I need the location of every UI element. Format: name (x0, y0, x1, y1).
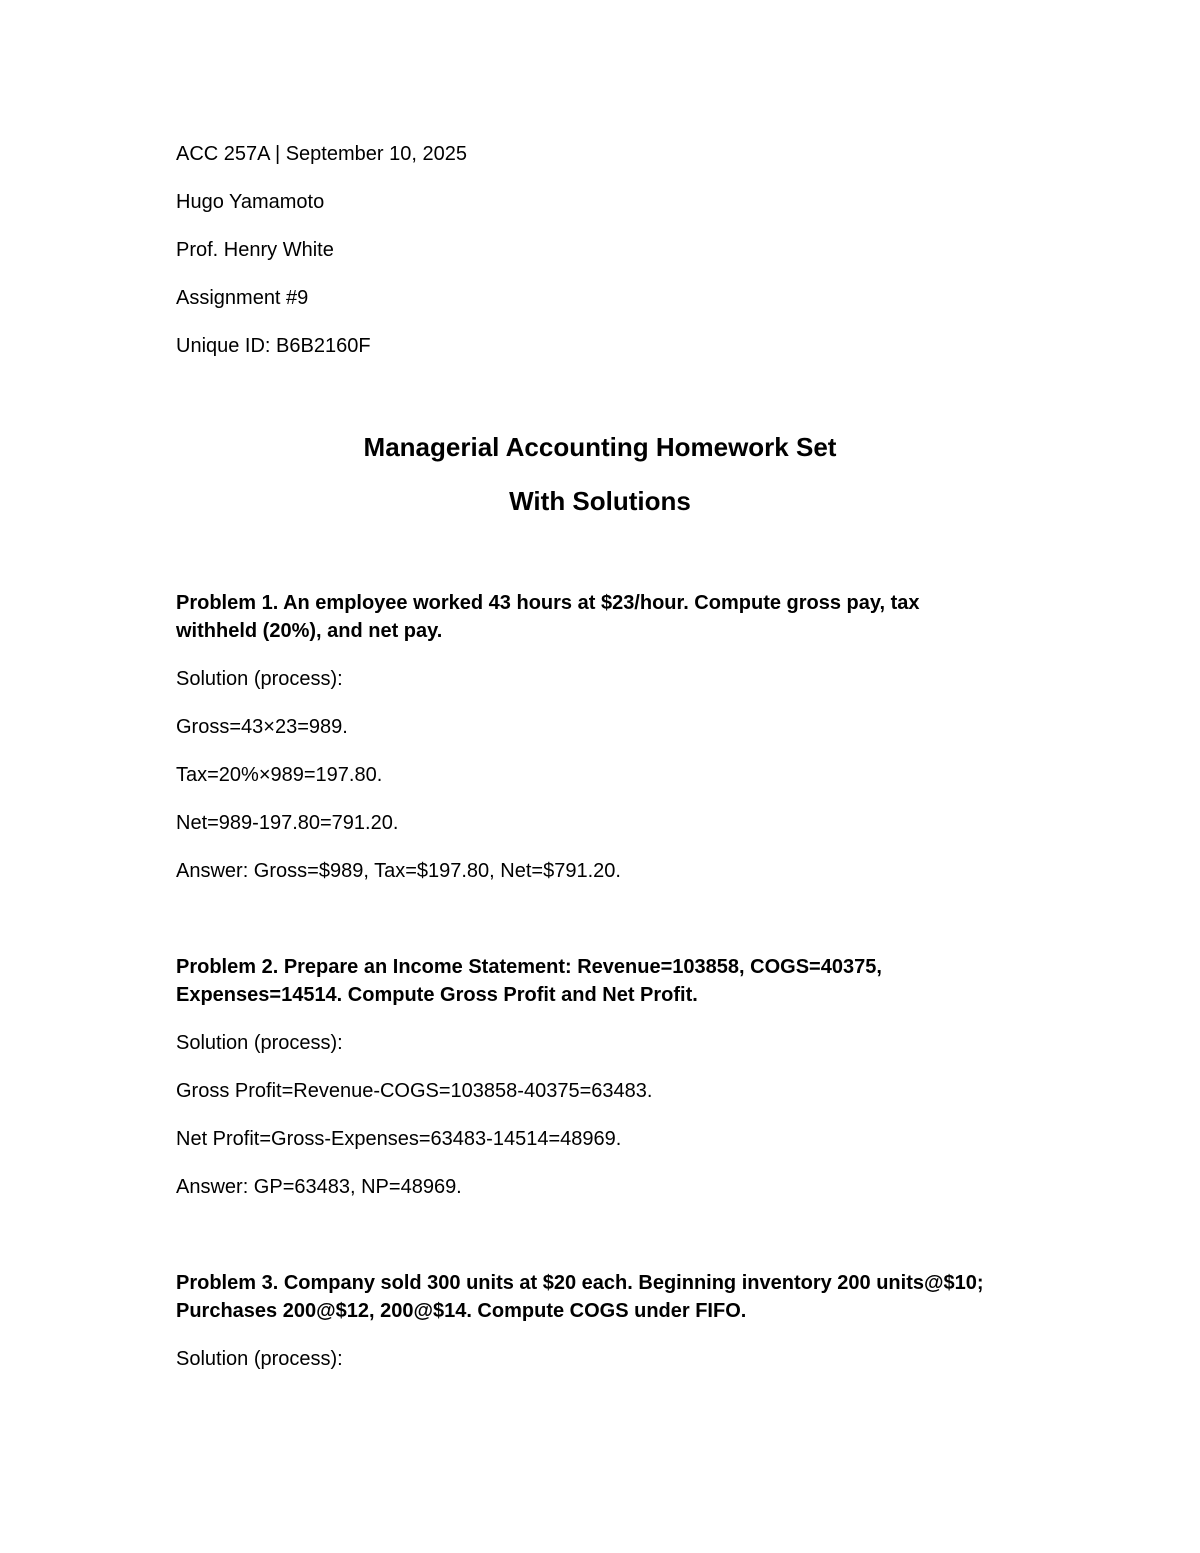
problem-1-step: Gross=43×23=989. (176, 716, 348, 738)
problem-1-solution-label: Solution (process): (176, 668, 343, 690)
problem-2-answer: Answer: GP=63483, NP=48969. (176, 1176, 462, 1198)
assignment-number: Assignment #9 (176, 287, 309, 309)
document-title: Managerial Accounting Homework Set (363, 432, 837, 462)
problem-3-solution-label: Solution (process): (176, 1348, 343, 1370)
problem-2-solution-label: Solution (process): (176, 1032, 343, 1054)
unique-id: Unique ID: B6B2160F (176, 335, 371, 357)
problem-2-step: Net Profit=Gross-Expenses=63483-14514=48969. (176, 1128, 622, 1150)
problem-2-prompt: Problem 2. Prepare an Income Statement: Revenue=103858, COGS=40375, Expenses=14514. Compute Gross Profit and Net Profit. (176, 956, 882, 1006)
student-name: Hugo Yamamoto (176, 191, 325, 213)
problem-3-prompt: Problem 3. Company sold 300 units at $20 each. Beginning inventory 200 units@$10; Purchases 200@$12, 200@$14. Compute COGS under FIFO. (176, 1272, 984, 1322)
problem-1-answer: Answer: Gross=$989, Tax=$197.80, Net=$791.20. (176, 860, 621, 882)
course-date-line: ACC 257A | September 10, 2025 (176, 143, 467, 165)
problem-1-prompt: Problem 1. An employee worked 43 hours at $23/hour. Compute gross pay, tax withheld (20%), and net pay. (176, 592, 920, 642)
problem-2-step: Gross Profit=Revenue-COGS=103858-40375=63483. (176, 1080, 653, 1102)
problem-1-step: Net=989-197.80=791.20. (176, 812, 399, 834)
problem-1-step: Tax=20%×989=197.80. (176, 764, 383, 786)
document-subtitle: With Solutions (509, 486, 691, 516)
professor-name: Prof. Henry White (176, 239, 334, 261)
